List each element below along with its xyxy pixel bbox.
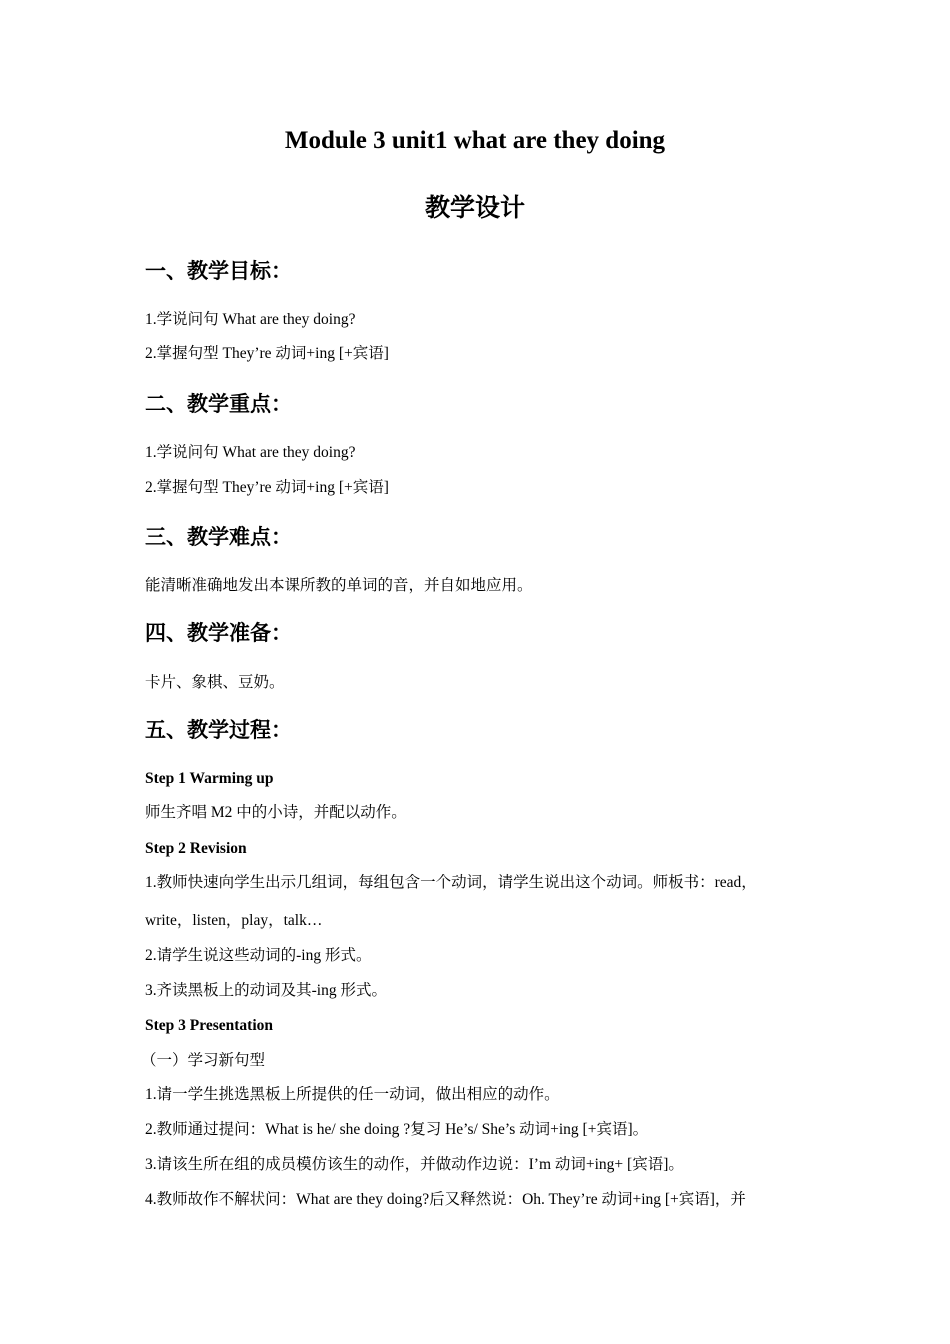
step-2-title: Step 2 Revision xyxy=(145,840,247,857)
document-subtitle: 教学设计 xyxy=(424,193,525,222)
step-2-item-1-cont: write，listen，play，talk… xyxy=(145,912,323,929)
document-title: Module 3 unit1 what are they doing xyxy=(284,127,666,154)
key-points-item-2: 2.掌握句型 They’re 动词+ing [+宾语] xyxy=(145,479,389,496)
section-heading-process: 五、教学过程： xyxy=(145,718,292,742)
step-3-item-1: 1.请一学生挑选黑板上所提供的任一动词，做出相应的动作。 xyxy=(145,1086,560,1103)
step-3-title: Step 3 Presentation xyxy=(145,1017,274,1034)
section-heading-objectives: 一、教学目标： xyxy=(145,259,292,283)
step-2-item-1: 1.教师快速向学生出示几组词，每组包含一个动词，请学生说出这个动词。师板书：read， xyxy=(145,874,757,891)
step-3-subheading: （一）学习新句型 xyxy=(141,1052,266,1069)
step-3-item-4: 4.教师故作不解状问：What are they doing?后又释然说：Oh. They’re 动词+ing [+宾语]，并 xyxy=(145,1191,746,1208)
section-heading-difficulties: 三、教学难点： xyxy=(145,525,292,549)
objectives-item-2: 2.掌握句型 They’re 动词+ing [+宾语] xyxy=(145,345,389,362)
section-heading-key-points: 二、教学重点： xyxy=(145,392,292,416)
step-1-title: Step 1 Warming up xyxy=(145,770,274,787)
step-2-item-2: 2.请学生说这些动词的-ing 形式。 xyxy=(145,947,372,964)
step-3-item-2: 2.教师通过提问：What is he/ she doing ?复习 He’s/ She’s 动词+ing [+宾语]。 xyxy=(145,1121,649,1138)
preparation-item-1: 卡片、象棋、豆奶。 xyxy=(145,674,285,691)
step-1-item-1: 师生齐唱 M2 中的小诗，并配以动作。 xyxy=(145,804,407,821)
objectives-item-1: 1.学说问句 What are they doing? xyxy=(145,311,356,328)
difficulties-item-1: 能清晰准确地发出本课所教的单词的音，并自如地应用。 xyxy=(145,577,533,594)
key-points-item-1: 1.学说问句 What are they doing? xyxy=(145,444,356,461)
step-2-item-3: 3.齐读黑板上的动词及其-ing 形式。 xyxy=(145,982,387,999)
section-heading-preparation: 四、教学准备： xyxy=(145,621,292,645)
step-3-item-3: 3.请该生所在组的成员模仿该生的动作，并做动作边说：I’m 动词+ing+ [宾语]。 xyxy=(145,1156,684,1173)
